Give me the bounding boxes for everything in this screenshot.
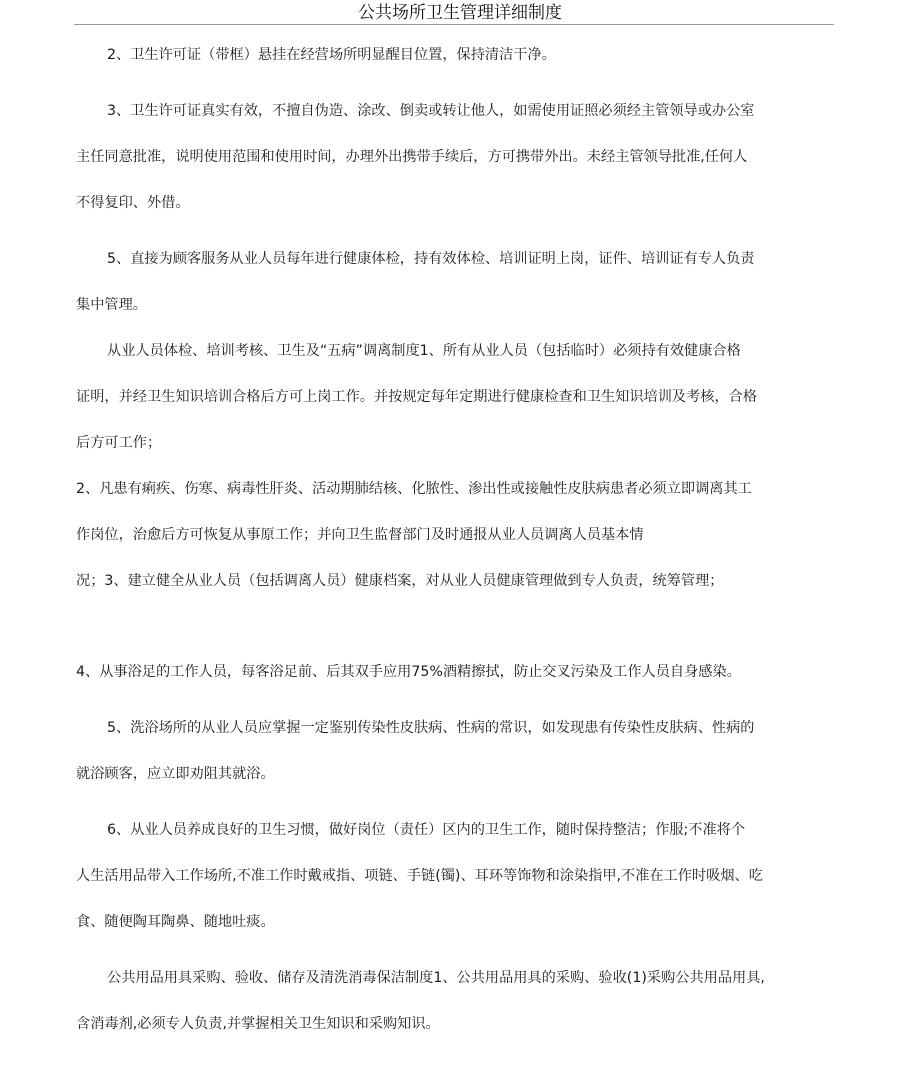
text-line: 2、凡患有痢疾、伤寒、病毒性肝炎、活动期肺结核、化脓性、渗出性或接触性皮肤病患者必须立即调离其工 <box>76 481 752 497</box>
text-line: 含消毒剂,必须专人负责,并掌握相关卫生知识和采购知识。 <box>76 1016 440 1032</box>
text-line: 食、随便陶耳陶鼻、随地吐痰。 <box>76 914 275 930</box>
text-line: 证明，并经卫生知识培训合格后方可上岗工作。并按规定每年定期进行健康检查和卫生知识培训及考核，合格 <box>76 389 758 405</box>
text-line: 作岗位，治愈后方可恢复从事原工作；并向卫生监督部门及时通报从业人员调离人员基本情 <box>76 527 644 543</box>
text-line: 不得复印、外借。 <box>76 195 190 211</box>
text-line: 5、洗浴场所的从业人员应掌握一定鉴别传染性皮肤病、性病的常识，如发现患有传染性皮肤病、性病的 <box>107 720 755 736</box>
text-line: 后方可工作； <box>76 435 162 451</box>
text-line: 人生活用品带入工作场所,不准工作时戴戒指、项链、手链(镯)、耳环等饰物和涂染指甲,不准在工作时吸烟、吃 <box>76 868 763 884</box>
text-line: 公共用品用具采购、验收、储存及清洗消毒保洁制度1、公共用品用具的采购、验收(1)采购公共用品用具, <box>107 970 765 986</box>
text-line: 况；3、建立健全从业人员（包括调离人员）健康档案，对从业人员健康管理做到专人负责，统筹管理； <box>76 573 724 589</box>
title-underline <box>74 24 834 25</box>
text-line: 3、卫生许可证真实有效，不擅自伪造、涂改、倒卖或转让他人，如需使用证照必须经主管领导或办公室 <box>107 103 755 119</box>
text-line: 4、从事浴足的工作人员，每客浴足前、后其双手应用75%酒精擦拭，防止交叉污染及工作人员自身感染。 <box>76 664 741 680</box>
text-line: 2、卫生许可证（带框）悬挂在经营场所明显醒目位置，保持清洁干净。 <box>107 47 556 63</box>
text-line: 从业人员体检、培训考核、卫生及“五病”调离制度1、所有从业人员（包括临时）必须持有效健康合格 <box>107 343 741 359</box>
text-line: 主任同意批准，说明使用范围和使用时间，办理外出携带手续后，方可携带外出。未经主管领导批准,任何人 <box>76 149 748 165</box>
text-line: 6、从业人员养成良好的卫生习惯，做好岗位（责任）区内的卫生工作，随时保持整洁；作服;不准将个 <box>107 822 746 838</box>
text-line: 就浴顾客，应立即劝阻其就浴。 <box>76 766 275 782</box>
document-title: 公共场所卫生管理详细制度 <box>358 3 562 23</box>
text-line: 5、直接为顾客服务从业人员每年进行健康体检，持有效体检、培训证明上岗，证件、培训证有专人负责 <box>107 251 755 267</box>
text-line: 集中管理。 <box>76 297 147 313</box>
